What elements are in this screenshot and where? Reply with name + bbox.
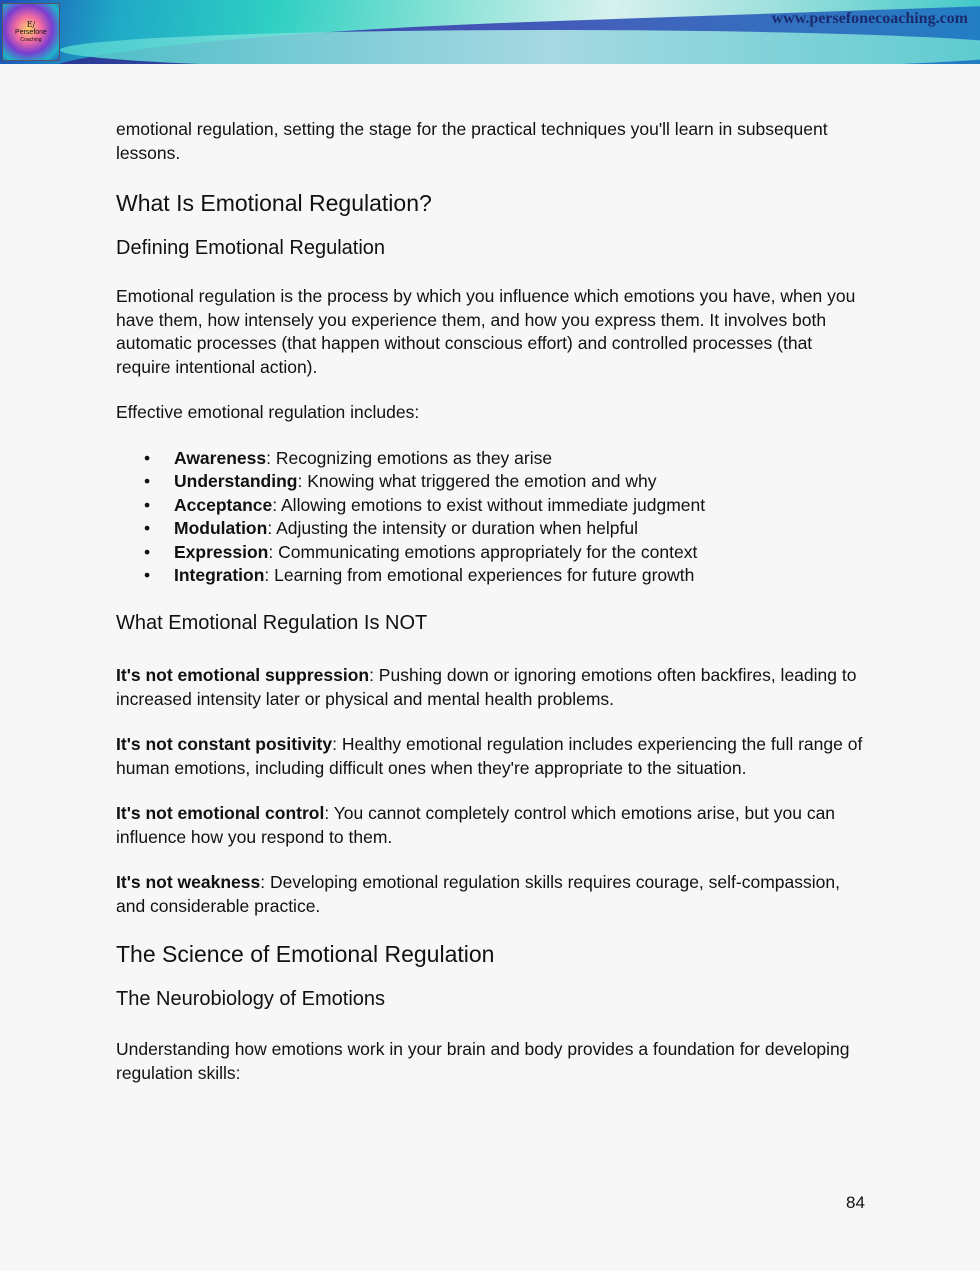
section-heading-what-is: What Is Emotional Regulation? (116, 190, 432, 216)
site-url: www.persefonecoaching.com (771, 10, 968, 27)
list-item-term: Modulation (174, 518, 268, 539)
not-term: It's not weakness (116, 872, 261, 893)
list-item-term: Acceptance (174, 494, 273, 515)
list-item-desc: : Adjusting the intensity or duration when helpful (267, 518, 638, 539)
not-paragraph-suppression (116, 664, 866, 711)
not-term: It's not emotional control (116, 803, 325, 824)
not-term: It's not constant positivity (116, 734, 333, 755)
bullet-icon: • (144, 518, 151, 539)
not-paragraph-weakness (116, 871, 866, 918)
bullet-icon: • (144, 494, 151, 515)
not-paragraph-control (116, 802, 866, 849)
closing-paragraph: Understanding how emotions work in your brain and body provides a foundation for developing regulation skills: (116, 1039, 850, 1083)
subheading-defining: Defining Emotional Regulation (116, 237, 386, 259)
list-item-desc: : Allowing emotions to exist without immediate judgment (272, 494, 706, 515)
list-item (144, 447, 866, 471)
definition-paragraph: Emotional regulation is the process by which you influence which emotions you have, when you have them, how intensely you experience them, and how you express them. It involves both automatic processes (that happen without conscious effort) and controlled processes (that require intentional action). (116, 286, 856, 377)
components-list (116, 447, 866, 589)
list-item-term: Integration (174, 565, 265, 586)
section-heading-science: The Science of Emotional Regulation (116, 941, 495, 968)
not-desc: : Healthy emotional regulation includes experiencing the full range of human emotions, including difficult ones when they're appropriate to the situation. (116, 734, 863, 778)
bullet-icon: • (144, 447, 151, 468)
banner-swoosh-highlight (60, 30, 980, 64)
persefone-logo (2, 3, 60, 61)
header-banner (0, 0, 980, 64)
logo-subtitle: Coaching (20, 37, 42, 43)
bullet-icon: • (144, 565, 151, 586)
not-desc: : Developing emotional regulation skills requires courage, self-compassion, and considerable practice. (116, 872, 840, 916)
effective-intro-paragraph: Effective emotional regulation includes: (116, 402, 420, 422)
list-item-term: Awareness (174, 447, 267, 468)
list-item-term: Expression (174, 541, 269, 562)
bullet-icon: • (144, 541, 151, 562)
list-item-term: Understanding (174, 471, 298, 492)
list-item (144, 541, 866, 565)
list-item (144, 517, 866, 541)
logo-name: Persefone (15, 29, 47, 36)
list-item (144, 564, 866, 588)
list-item-desc: : Recognizing emotions as they arise (266, 447, 553, 468)
not-desc: : You cannot completely control which emotions arise, but you can influence how you respond to them. (116, 803, 836, 847)
subheading-what-is-not: What Emotional Regulation Is NOT (116, 612, 428, 635)
list-item-desc: : Knowing what triggered the emotion and why (297, 471, 657, 492)
list-item-desc: : Communicating emotions appropriately for the context (268, 541, 698, 562)
page-content (116, 118, 866, 1085)
not-desc: : Pushing down or ignoring emotions often backfires, leading to increased intensity later or physical and mental health problems. (116, 665, 857, 709)
logo-mark: E/ (26, 20, 36, 29)
list-item (144, 470, 866, 494)
page-number: 84 (846, 1193, 865, 1212)
intro-paragraph: emotional regulation, setting the stage for the practical techniques you'll learn in subsequent lessons. (116, 119, 828, 163)
subheading-neurobiology: The Neurobiology of Emotions (116, 988, 386, 1011)
bullet-icon: • (144, 471, 151, 492)
not-term: It's not emotional suppression (116, 665, 370, 686)
list-item-desc: : Learning from emotional experiences for future growth (264, 565, 695, 586)
not-paragraph-positivity (116, 733, 866, 780)
list-item (144, 494, 866, 518)
